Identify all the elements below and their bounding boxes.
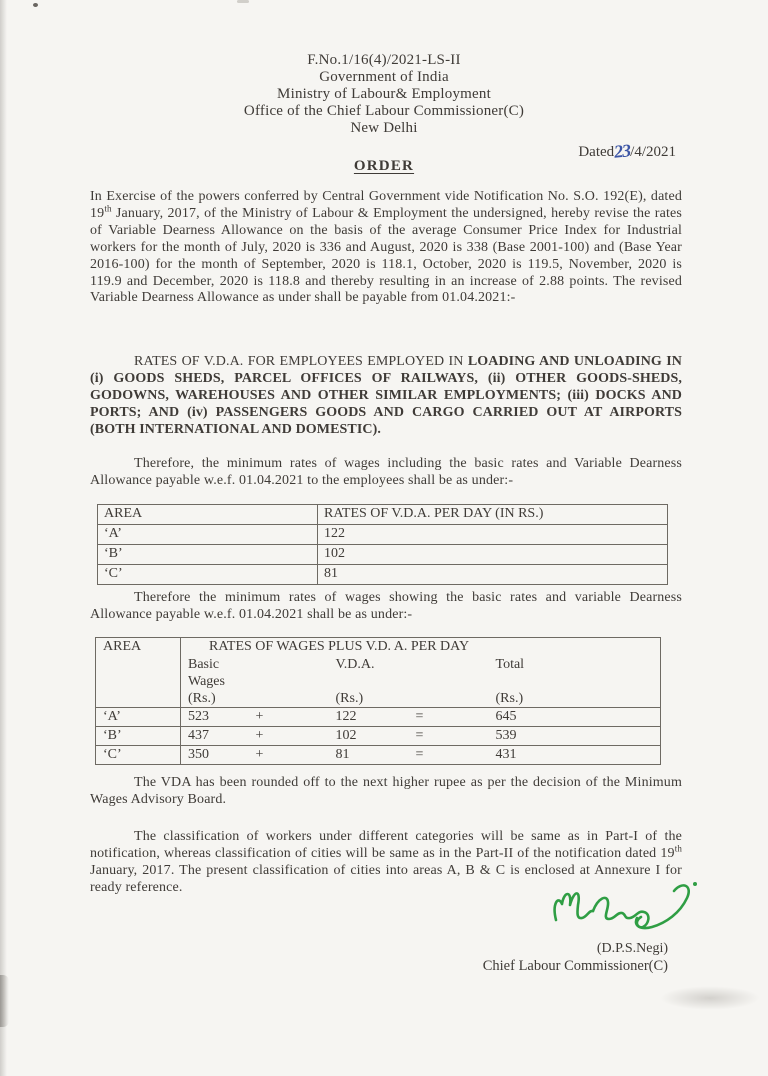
table-header-cell	[329, 656, 409, 708]
table-header-cell	[409, 656, 489, 708]
org-line: Office of the Chief Labour Commissioner(C)	[243, 103, 525, 119]
table-cell: ‘C’	[98, 565, 318, 585]
table-row	[98, 525, 668, 545]
paragraph-text: The classification of workers under different categories will be same as in Part-I of the notification, whereas classification of cities will be same as in the Part-II of the notification dated 19	[90, 829, 682, 861]
table-cell: 81	[318, 565, 668, 585]
table-cell: ‘C’	[96, 746, 181, 765]
subheader-text: Basic	[188, 657, 220, 672]
table-cell: ‘A’	[98, 525, 318, 545]
subheader-text: (Rs.)	[335, 691, 364, 706]
table-cell: ‘B’	[96, 727, 181, 746]
table-header-row	[96, 638, 661, 657]
table-row	[96, 708, 661, 727]
table-header-cell: AREA	[96, 638, 181, 708]
subheader-text: (Rs.)	[495, 691, 524, 706]
signature-ink-icon	[548, 876, 706, 940]
table-cell: +	[249, 708, 329, 727]
org-line: Ministry of Labour& Employment	[277, 86, 491, 102]
table-header-row	[98, 505, 668, 525]
subheader-text: (Rs.)	[188, 691, 216, 706]
table-row	[96, 746, 661, 765]
table-cell: 539	[489, 727, 661, 746]
table-cell: 350	[181, 746, 249, 765]
table-header-cell: RATES OF V.D.A. PER DAY (IN RS.)	[318, 505, 668, 525]
order-heading: ORDER	[353, 158, 415, 174]
table-cell: 102	[329, 727, 409, 746]
table-cell: 437	[181, 727, 249, 746]
table-header-cell	[181, 656, 249, 708]
date-rest: /4/2021	[630, 144, 676, 160]
table-header-cell	[249, 656, 329, 708]
table-row	[96, 727, 661, 746]
handwritten-day: 23	[613, 140, 632, 162]
table-cell: 122	[318, 525, 668, 545]
paragraph-text: January, 2017, of the Ministry of Labour & Employment the undersigned, hereby revise the rates of Variable Dearness Allowance on the basis of the average Consumer Price Index for Industrial workers for the month of July, 2020 is 336 and August, 2020 is 338 (Base 2001-100) and (Base Year 2016-100) for the month of September, 2020 is 118.1, October, 2020 is 119.5, November, 2020 is 119.9 and December, 2020 is 118.8 and thereby resulting in an increase of 2.88 points. The revised Variable Dearness Allowance as under shall be payable from 01.04.2021:-	[90, 205, 682, 306]
table-cell: 523	[181, 708, 249, 727]
table-cell: =	[409, 746, 489, 765]
table-cell: =	[409, 708, 489, 727]
table-cell: 81	[329, 746, 409, 765]
signatory-title: Chief Labour Commissioner(C)	[482, 958, 668, 974]
paragraph-text-bold: LOADING AND UNLOADING IN (i) GOODS SHEDS, PARCEL OFFICES OF RAILWAYS, (ii) OTHER GOODS-SHEDS, GODOWNS, WAREHOUSES AND OTHER SIMILAR EMPLOYMENTS; (iii) DOCKS AND PORTS; AND (iv) PASSENGERS GOODS AND CARGO CARRIED OUT AT AIRPORTS (BOTH INTERNATIONAL AND DOMESTIC).	[90, 354, 682, 437]
superscript: th	[674, 843, 682, 854]
scan-speck	[237, 0, 249, 3]
file-number: F.No.1/16(4)/2021-LS-II	[307, 52, 461, 68]
table-row	[98, 545, 668, 565]
table-cell: =	[409, 727, 489, 746]
table-header-cell	[489, 656, 661, 708]
subheader-text: Wages	[188, 674, 225, 689]
paragraph-text: January, 2017. The present classification of cities into areas A, B & C is enclosed at Annexure I for ready reference.	[90, 862, 682, 895]
table-cell: 102	[318, 545, 668, 565]
signatory-name: (D.P.S.Negi)	[596, 941, 668, 956]
superscript: th	[104, 203, 112, 214]
subheader-text: Total	[495, 657, 525, 672]
paragraph-vda-scope	[90, 354, 682, 439]
table-cell: 431	[489, 746, 661, 765]
paragraph-table2-intro: Therefore the minimum rates of wages showing the basic rates and variable Dearness Allowance payable w.e.f. 01.04.2021 shall be as under:-	[90, 590, 682, 622]
paragraph-rounding-note: The VDA has been rounded off to the next higher rupee as per the decision of the Minimum Wages Advisory Board.	[90, 775, 682, 807]
signature	[548, 876, 706, 940]
paragraph-text: RATES OF V.D.A. FOR EMPLOYEES EMPLOYED IN	[134, 354, 468, 369]
table-cell: ‘B’	[98, 545, 318, 565]
paragraph-text: In Exercise of the powers conferred by Central Government vide Notification No. S.O. 192(E), dated 19	[90, 189, 682, 221]
subheader-text: V.D.A.	[335, 657, 375, 672]
table-cell: 645	[489, 708, 661, 727]
table-cell: 122	[329, 708, 409, 727]
scan-speck	[33, 3, 38, 7]
org-line: New Delhi	[350, 120, 418, 136]
org-line: Government of India	[319, 69, 449, 85]
scan-smudge	[660, 986, 760, 1010]
paragraph-preamble	[90, 189, 682, 307]
scan-smudge	[0, 975, 9, 1027]
vda-rates-table	[97, 504, 668, 585]
table-cell: +	[249, 746, 329, 765]
date-label: Dated	[578, 144, 615, 160]
table-header-cell: AREA	[98, 505, 318, 525]
paragraph-table1-intro: Therefore, the minimum rates of wages including the basic rates and Variable Dearness Allowance payable w.e.f. 01.04.2021 to the employees shall be as under:-	[90, 456, 682, 488]
table-cell: +	[249, 727, 329, 746]
table-header-cell: RATES OF WAGES PLUS V.D. A. PER DAY	[209, 639, 470, 654]
table-subheader-row	[96, 656, 661, 708]
table-cell: ‘A’	[96, 708, 181, 727]
table-row	[98, 565, 668, 585]
wages-plus-vda-table	[95, 637, 661, 765]
letterhead	[0, 52, 768, 137]
